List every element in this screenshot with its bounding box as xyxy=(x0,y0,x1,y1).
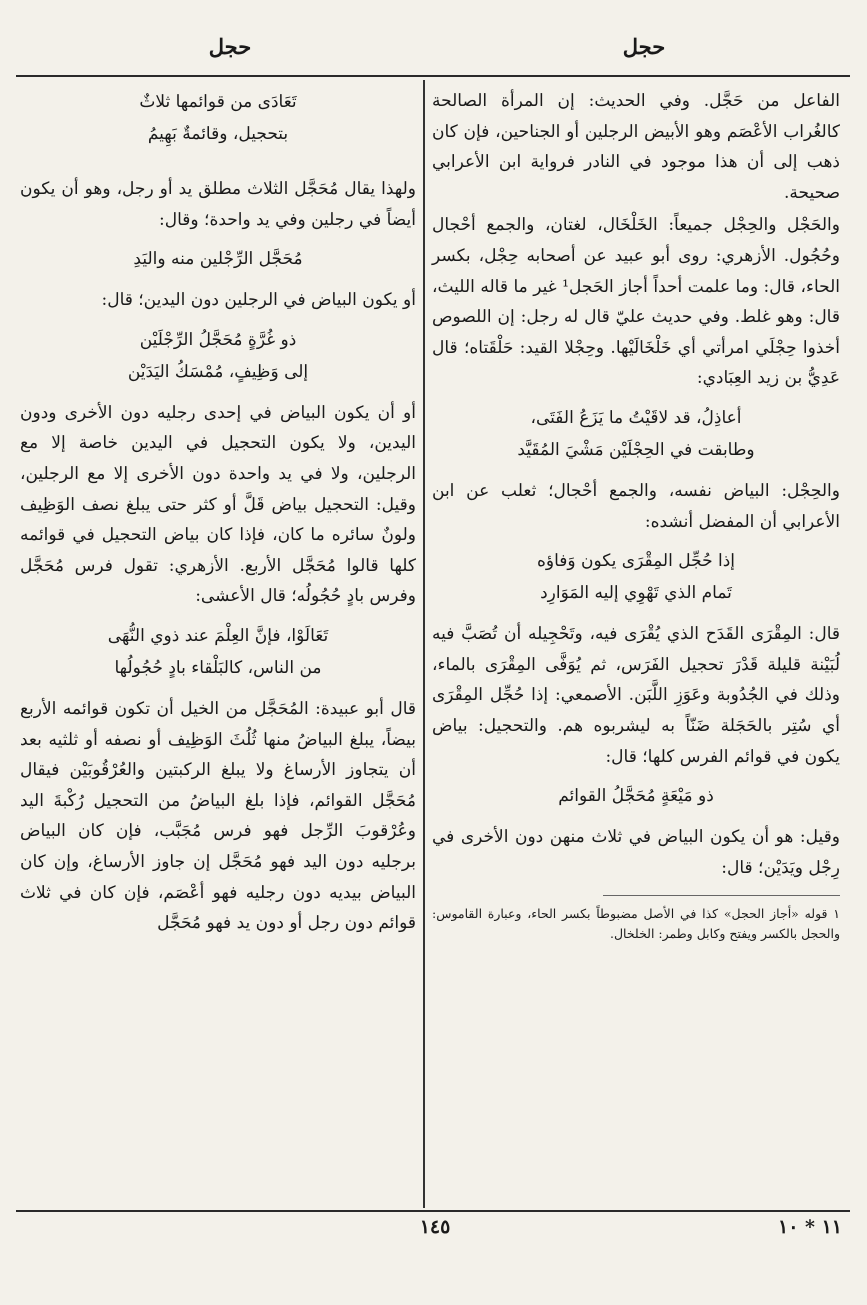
right-paragraph: وقيل: هو أن يكون البياض في ثلاث منهن دون الأخرى في رِجْل ويَدَيْن؛ قال: xyxy=(432,827,840,878)
running-head-right: حجل xyxy=(622,34,666,59)
verse-block xyxy=(20,620,416,684)
footnote-separator xyxy=(603,895,840,896)
right-paragraph: والحِجْل: البياض نفسه، والجمع أحْجال؛ ثعلب عن ابن الأعرابي أن المفضل أنشده: xyxy=(432,480,840,532)
verse-block xyxy=(432,402,840,466)
verse-line: تَمام الذي تَهْوِي إليه المَوَارِد xyxy=(540,583,732,604)
verse-line: من الناس، كالبَلْقاء بادٍ حُجُولُها xyxy=(114,657,322,678)
signature-mark: ١١ * ١٠ xyxy=(777,1216,842,1238)
verse-line: بتحجيل، وقائمةٌ بَهِيمُ xyxy=(147,124,289,144)
verse-line: مُحَجَّل الرِّجْلين منه واليَدِ xyxy=(133,249,303,270)
verse-line: تَعَادَى من قوائمها ثلاثٌ xyxy=(139,92,297,112)
page-number: ١٤٥ xyxy=(419,1216,451,1238)
verse-line: وطابقت في الحِجْلَيْن مَشْيَ المُقَيَّد xyxy=(517,439,755,460)
verse-block xyxy=(432,780,840,812)
verse-block xyxy=(432,545,840,609)
verse-block xyxy=(20,243,416,275)
verse-line: ذو غُرَّةٍ مُحَجَّلُ الرِّجْلَيْن xyxy=(139,329,297,350)
bottom-rule xyxy=(16,1210,850,1212)
left-paragraph: ولهذا يقال مُحَجَّل الثلاث مطلق يد أو رجل، وهو أن يكون أيضاً في رجلين وفي يد واحدة؛ وقال: xyxy=(20,179,416,230)
verse-line: تَعَالَوْا، فإنَّ العِلْمَ عند ذوي النُّهَى xyxy=(107,625,329,646)
running-head-left: حجل xyxy=(208,34,252,59)
right-paragraph: الفاعل من حَجَّل. وفي الحديث: إن المرأة الصالحة كالغُراب الأعْصَم وهو الأبيض الرجلين أو الجناحين، فإن كان ذهب إلى أن هذا موجود في النادر فرواية ابن الأعرابي صحيحة. xyxy=(432,91,840,203)
left-column xyxy=(20,86,416,941)
left-paragraph: أو أن يكون البياض في إحدى رجليه دون الأخرى ودون اليدين، ولا يكون التحجيل في اليدين خاصة إلا مع الرجلين، ولا في يد واحدة دون الأخرى إلا مع الرجلين، وقيل: التحجيل بياض قَلَّ أو كثر حتى يبلغ نصف الوَظِيف ولونٌ سائره ما كان، فإذا كان بياض التحجيل في قوائمه كلها قالوا مُحَجَّل الأربع. الأزهري: تقول فرس مُحَجَّل وفرس بادٍ حُجُولُه؛ قال الأعشى: xyxy=(20,402,416,607)
verse-line: أعاذِلُ، قد لاقَيْتُ ما يَزَعُ الفَتَى، xyxy=(530,407,742,428)
left-paragraph: قال أبو عبيدة: المُحَجَّل من الخيل أن تكون قوائمه الأربع بيضاً، يبلغ البياضُ منها ثُلُثَ الوَظِيف أو نصفه أو ثلثيه بعد أن يتجاوز الأرساغ ولا يبلغ الركبتين والعُرْقُوبَيْن فيقال مُحَجَّل القوائم، فإذا بلغ البياضُ من التحجيل رُكْبةَ اليد وعُرْقوبَ الرِّجل فهو فرس مُجَبَّب، فإن كان البياض برجليه دون اليد فهو مُحَجَّل إن جاوز الأرساغ، وإن كان البياض بيديه دون رجليه فهو أعْصَم، فإن كان في ثلاث قوائم دون رجل أو دون يد فهو مُحَجَّل xyxy=(20,698,416,934)
verse-line: إذا حُجِّل المِقْرَى يكون وَفاؤه xyxy=(536,551,736,572)
verse-line: ذو مَيْعَةٍ مُحَجَّلُ القوائم xyxy=(558,786,714,807)
left-paragraph: أو يكون البياض في الرجلين دون اليدين؛ قال: xyxy=(101,290,416,311)
right-paragraph: والحَجْل والحِجْل جميعاً: الخَلْخَال، لغتان، والجمع أحْجال وحُجُول. الأزهري: روى أبو عبيد عن أصحابه حِجْل، بكسر الحاء، قال: وما علمت أحداً أجاز الحَجل¹ غير ما قاله الليث، قال: وهو غلط. وفي حديث عليّ قال له رجل: إن اللصوص أخذوا حِجْلَي امرأتي أي خَلْخَالَيْها. وحِجْلا القيد: حَلْقَتاه؛ قال عَدِيُّ بن زيد العِبَادي: xyxy=(432,215,840,389)
verse-block xyxy=(20,86,416,150)
right-column xyxy=(432,86,840,944)
column-divider xyxy=(423,80,425,1208)
verse-block xyxy=(20,324,416,388)
top-rule xyxy=(16,75,850,77)
right-paragraph: قال: المِقْرَى القَدَح الذي يُقْرَى فيه، وتَحْجِيله أن تُصَبَّ فيه لُبَيْنة قليلة قَدْرَ تحجيل الفَرَس، ثم يُوَفَّى المِقْرَى بالماء، وذلك في الجُدُوبة وعَوَزِ اللَّبَن. الأصمعي: إذا حُجِّل المِقْرَى أي سُتِر بالحَجَلة ضَنّاً به ليشربوه هم. والتحجيل: بياض يكون في قوائم الفرس كلها؛ قال: xyxy=(432,624,840,767)
verse-line: إلى وَظِيفٍ، مُمْسَكُ اليَدَيْن xyxy=(127,361,309,382)
footnote: ١ قوله «أجاز الحجل» كذا في الأصل مضبوطاً بكسر الحاء، وعبارة القاموس: والحجل بالكسر ويفتح وكابل وطمر: الخلخال. xyxy=(432,906,840,942)
